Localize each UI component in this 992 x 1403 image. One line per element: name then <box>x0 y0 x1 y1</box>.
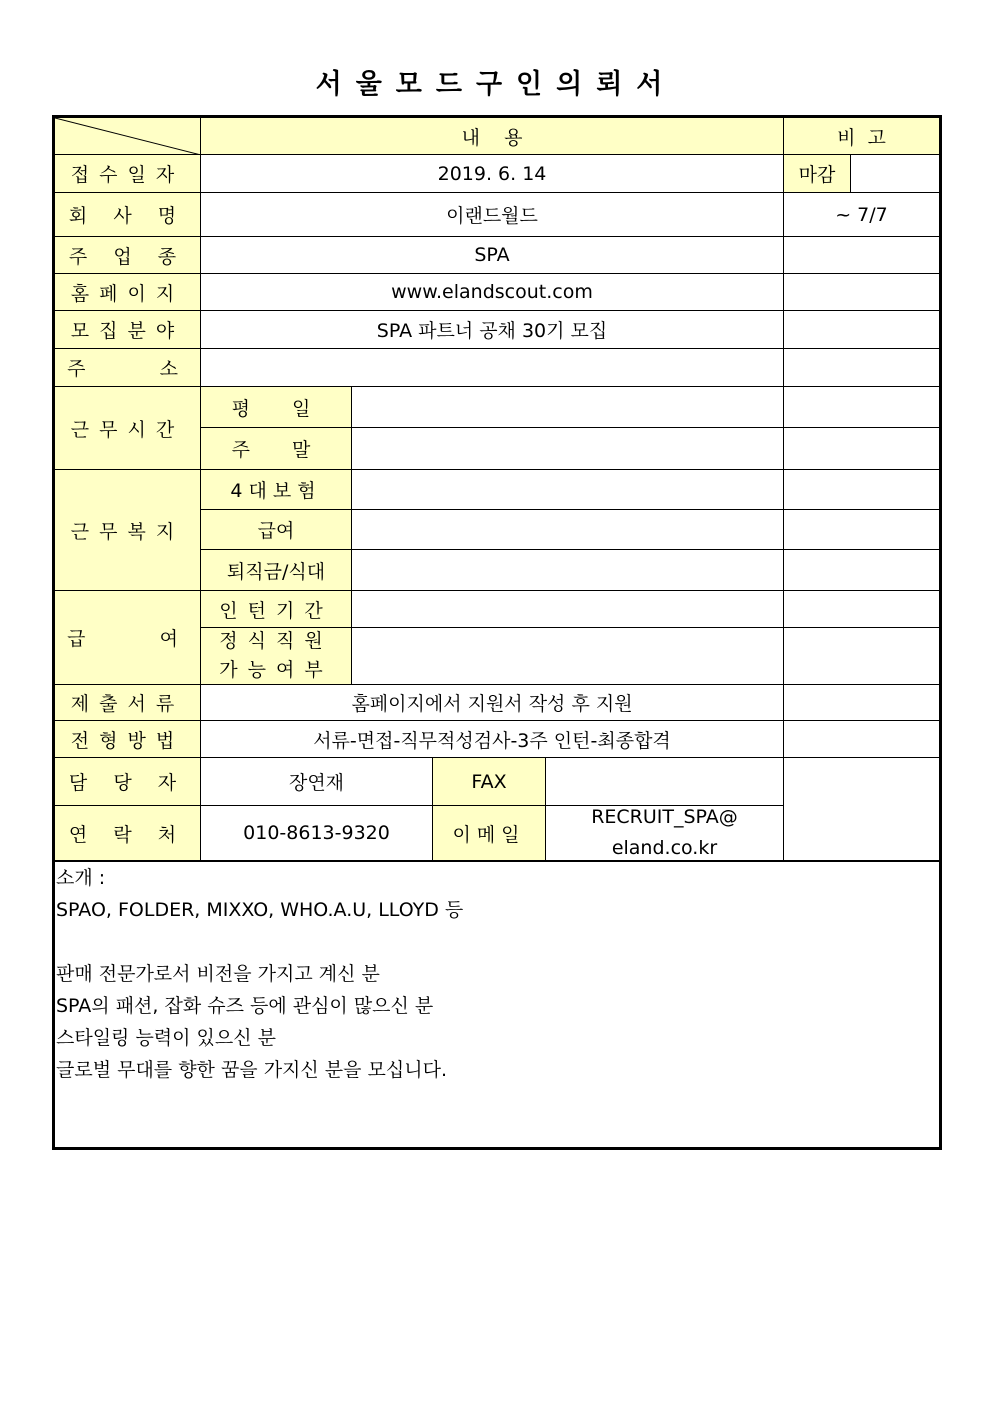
process-label: 전형방법 <box>55 721 201 758</box>
fax-label: FAX <box>433 758 546 806</box>
received-date-label: 접수일자 <box>55 155 201 193</box>
received-date-value: 2019. 6. 14 <box>201 155 784 193</box>
field-value: SPA 파트너 공채 30기 모집 <box>201 311 784 349</box>
address-remarks <box>784 349 939 387</box>
intro-line: SPA의 패션, 잡화 슈즈 등에 관심이 많으신 분 <box>56 995 434 1017</box>
company-label: 회 사 명 <box>55 193 201 237</box>
welfare-salary-remarks <box>784 510 939 550</box>
company-value: 이랜드월드 <box>201 193 784 237</box>
business-value: SPA <box>201 237 784 274</box>
email-line-1: RECRUIT_SPA@ <box>591 806 738 828</box>
hours-weekday-label: 평 일 <box>201 387 352 428</box>
welfare-severance-label: 퇴직금/식대 <box>201 550 352 591</box>
welfare-insurance-remarks <box>784 470 939 510</box>
pay-intern-label: 인턴기간 <box>201 591 352 628</box>
hours-weekday-value <box>352 387 784 428</box>
welfare-insurance-label: 4대보험 <box>201 470 352 510</box>
intro-line: 글로벌 무대를 향한 꿈을 가지신 분을 모십니다. <box>56 1059 448 1081</box>
manager-value: 장연재 <box>201 758 433 806</box>
homepage-remarks <box>784 274 939 311</box>
hours-weekend-label: 주 말 <box>201 428 352 470</box>
address-value <box>201 349 784 387</box>
homepage-label: 홈페이지 <box>55 274 201 311</box>
recruitment-form-table <box>52 115 942 1150</box>
field-remarks <box>784 311 939 349</box>
pay-intern-value <box>352 591 784 628</box>
welfare-salary-label: 급여 <box>201 510 352 550</box>
address-label: 주 소 <box>55 349 201 387</box>
documents-remarks <box>784 685 939 721</box>
manager-label: 담 당 자 <box>55 758 201 806</box>
documents-value: 홈페이지에서 지원서 작성 후 지원 <box>201 685 784 721</box>
email-line-2: eland.co.kr <box>611 837 718 859</box>
deadline-label: 마감 <box>784 155 851 193</box>
field-label: 모집분야 <box>55 311 201 349</box>
deadline-value: ~ 7/7 <box>784 193 939 237</box>
intro-section <box>55 862 939 1147</box>
fax-value <box>546 758 784 806</box>
header-content: 내 용 <box>201 118 784 155</box>
welfare-severance-value <box>352 550 784 591</box>
hours-label: 근무시간 <box>55 387 201 470</box>
email-value <box>546 806 784 862</box>
pay-label: 급 여 <box>55 591 201 685</box>
intro-line: SPAO, FOLDER, MIXXO, WHO.A.U, LLOYD 등 <box>56 899 464 921</box>
business-remarks <box>784 237 939 274</box>
intro-line <box>56 926 939 958</box>
pay-fulltime-line-1: 정식직원 <box>219 630 333 652</box>
pay-fulltime-label <box>201 628 352 685</box>
pay-fulltime-value <box>352 628 784 685</box>
welfare-salary-value <box>352 510 784 550</box>
business-label: 주 업 종 <box>55 237 201 274</box>
intro-line: 스타일링 능력이 있으신 분 <box>56 1027 277 1049</box>
corner-cell <box>55 118 201 155</box>
pay-intern-remarks <box>784 591 939 628</box>
contact-label: 연 락 처 <box>55 806 201 862</box>
welfare-insurance-value <box>352 470 784 510</box>
hours-weekend-value <box>352 428 784 470</box>
page-title: 서울모드구인의뢰서 <box>315 69 677 100</box>
header-remarks: 비 고 <box>784 118 939 155</box>
hours-weekend-remarks <box>784 428 939 470</box>
intro-line: 판매 전문가로서 비전을 가지고 계신 분 <box>56 963 380 985</box>
process-value: 서류-면접-직무적성검사-3주 인턴-최종합격 <box>201 721 784 758</box>
hours-weekday-remarks <box>784 387 939 428</box>
contact-remarks <box>784 758 939 862</box>
deadline-blank <box>851 155 939 193</box>
intro-line: 소개 : <box>56 867 106 889</box>
email-label: 이메일 <box>433 806 546 862</box>
pay-fulltime-line-2: 가능여부 <box>219 659 333 681</box>
homepage-value: www.elandscout.com <box>201 274 784 311</box>
welfare-severance-remarks <box>784 550 939 591</box>
pay-fulltime-remarks <box>784 628 939 685</box>
documents-label: 제출서류 <box>55 685 201 721</box>
welfare-label: 근무복지 <box>55 470 201 591</box>
contact-phone: 010-8613-9320 <box>201 806 433 862</box>
diagonal-line <box>55 118 201 155</box>
process-remarks <box>784 721 939 758</box>
